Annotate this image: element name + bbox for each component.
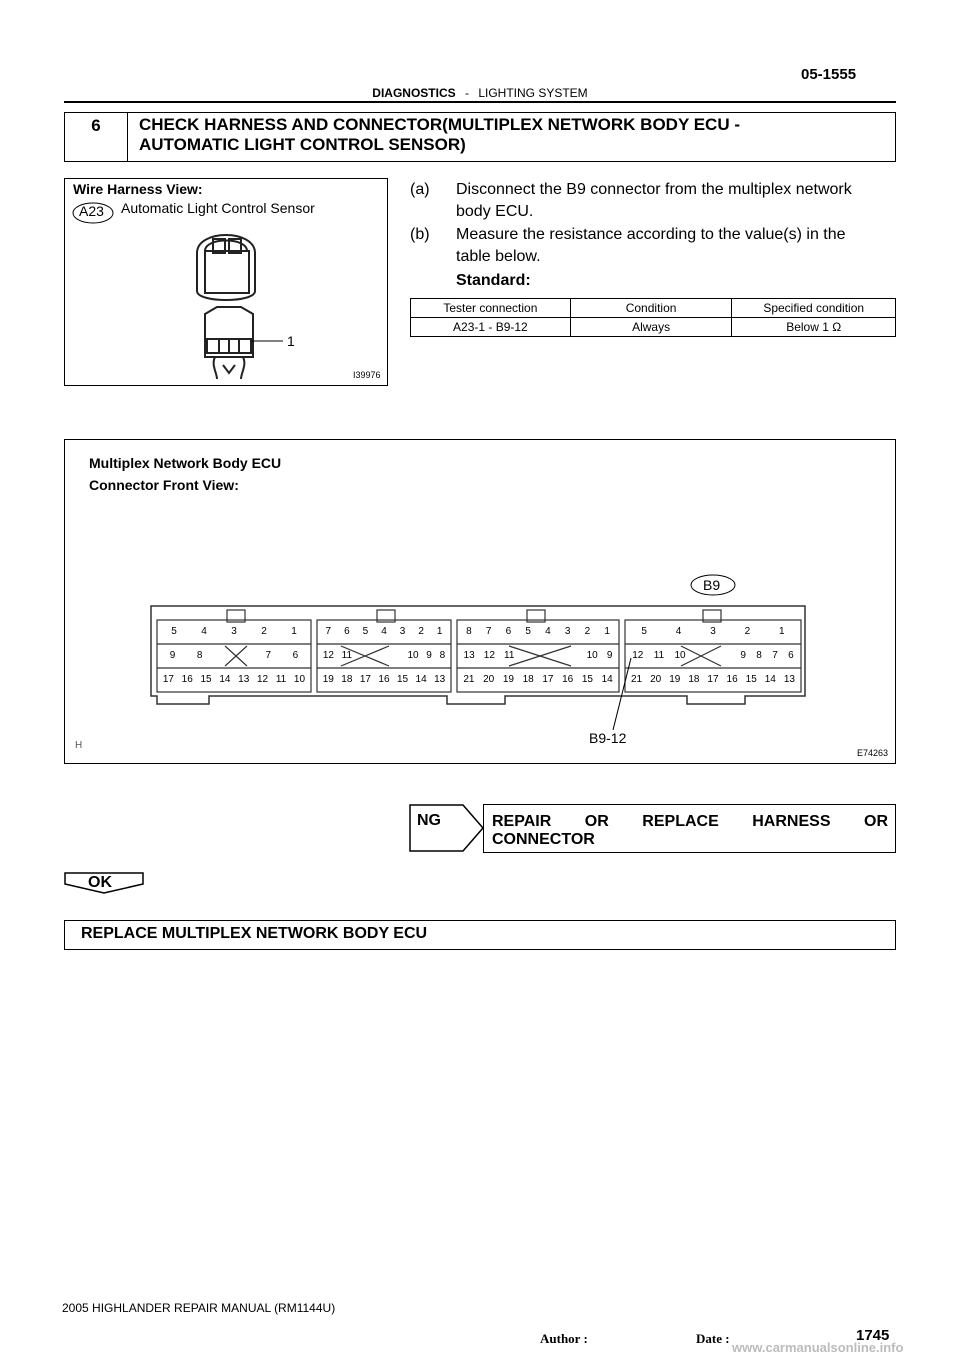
step-number: 6 <box>65 113 128 161</box>
pin-number: 13 <box>434 674 446 685</box>
pin-number: 1 <box>604 626 610 637</box>
pin-number: 19 <box>502 674 514 685</box>
watermark: www.carmanualsonline.info <box>732 1340 904 1355</box>
pin-number: 16 <box>726 674 738 685</box>
ok-label: OK <box>88 874 112 891</box>
footer-author-label: Author : <box>540 1331 588 1346</box>
pin-number: 15 <box>200 674 212 685</box>
pin-number: 14 <box>764 674 776 685</box>
final-action-box <box>64 920 896 950</box>
pin-number: 9 <box>740 650 746 661</box>
spec-header-tester: Tester connection <box>411 299 571 318</box>
pin-number: 4 <box>381 626 387 637</box>
pin-row <box>319 674 449 685</box>
step-title <box>139 115 889 155</box>
pin-number: 3 <box>399 626 406 637</box>
spec-header-specified: Specified condition <box>732 299 896 318</box>
instruction-b-label: (b) <box>410 226 430 243</box>
instruction-b-line2: table below. <box>456 248 541 265</box>
pin-number: 8 <box>466 626 472 637</box>
pin-number: 3 <box>564 626 571 637</box>
pin-number: 11 <box>275 674 287 685</box>
pin-number: 8 <box>756 650 762 661</box>
pin-number: 9 <box>606 650 613 661</box>
pin-number: 7 <box>325 626 332 637</box>
pin-number: 15 <box>745 674 757 685</box>
pin-number: 16 <box>181 674 193 685</box>
pin-number: 8 <box>439 650 446 661</box>
pin-number: 10 <box>293 674 306 685</box>
pin-row <box>319 650 449 661</box>
connector-name: Automatic Light Control Sensor <box>121 200 315 216</box>
step-box <box>64 112 896 162</box>
pin-number: 3 <box>710 626 716 637</box>
instruction-b-line1: Measure the resistance according to the value(s) in the <box>456 226 846 243</box>
pin-number: 7 <box>265 650 272 661</box>
pin-number: 19 <box>669 674 681 685</box>
step-title-line1: CHECK HARNESS AND CONNECTOR(MULTIPLEX NETWORK BODY ECU - <box>139 115 740 134</box>
pin-number: 7 <box>485 626 492 637</box>
ecu-figure-title-line2: Connector Front View: <box>89 477 239 493</box>
pin-number: 14 <box>415 674 427 685</box>
pin-number: 3 <box>231 626 237 637</box>
header-section: DIAGNOSTICS <box>372 86 456 100</box>
instruction-a <box>410 179 896 223</box>
footer-page: 1745 <box>856 1327 890 1344</box>
pin-row <box>159 674 309 685</box>
spec-cell-tester: A23-1 - B9-12 <box>411 318 571 337</box>
pin-row <box>459 626 617 637</box>
ok-tab <box>64 872 144 894</box>
ecu-connector-figure <box>64 439 896 764</box>
page-header <box>0 86 960 100</box>
figure-code-i39976: I39976 <box>353 370 381 380</box>
pin-number: 19 <box>322 674 334 685</box>
pin-callout-b9-12: B9-12 <box>589 730 627 746</box>
pin-row <box>627 650 799 661</box>
pin-number: 6 <box>292 650 299 661</box>
pin-number: 7 <box>772 650 778 661</box>
pin-number: 17 <box>542 674 554 685</box>
header-separator: - <box>464 86 469 100</box>
pin-number: 17 <box>707 674 719 685</box>
pin-number: 13 <box>783 674 795 685</box>
pin-number: 18 <box>341 674 353 685</box>
pin-number: 20 <box>483 674 495 685</box>
pin-number: 6 <box>344 626 350 637</box>
pin-number: 14 <box>219 674 231 685</box>
spec-header-condition: Condition <box>570 299 732 318</box>
ng-label: NG <box>417 812 441 829</box>
pin-number: 18 <box>522 674 534 685</box>
pin-number: 6 <box>505 626 512 637</box>
standard-label: Standard: <box>456 272 531 289</box>
pin-row <box>627 674 799 685</box>
instruction-b <box>410 224 896 268</box>
pin-number: 12 <box>322 650 334 661</box>
instruction-a-label: (a) <box>410 181 430 198</box>
pin-row <box>459 674 617 685</box>
pin-number: 17 <box>162 674 174 685</box>
header-rule <box>64 101 896 103</box>
pin-number: 1 <box>436 626 443 637</box>
pin-number: 11 <box>653 650 665 661</box>
pin-number: 11 <box>341 650 353 661</box>
ng-arrow <box>409 804 485 852</box>
spec-cell-specified: Below 1 Ω <box>732 318 896 337</box>
pin-number: 10 <box>586 650 598 661</box>
pin-number: 13 <box>463 650 475 661</box>
pin-number: 2 <box>418 626 424 637</box>
connector-id-b9: B9 <box>703 577 721 593</box>
footer-date-label: Date : <box>696 1331 730 1346</box>
pin-number: 17 <box>359 674 371 685</box>
pin-row <box>627 626 799 637</box>
pin-number: 10 <box>674 650 686 661</box>
footer-manual: 2005 HIGHLANDER REPAIR MANUAL (RM1144U) <box>62 1301 336 1315</box>
pin-number: 1 <box>291 626 297 637</box>
pin-label-1: 1 <box>287 333 295 349</box>
pin-number: 2 <box>744 626 751 637</box>
pin-number: 16 <box>562 674 574 685</box>
pin-number: 16 <box>378 674 390 685</box>
pin-number: 5 <box>525 626 531 637</box>
pin-number: 9 <box>426 650 432 661</box>
pin-number: 4 <box>545 626 551 637</box>
header-subsection: LIGHTING SYSTEM <box>478 86 588 100</box>
corner-mark: H <box>75 740 83 751</box>
pin-number: 4 <box>675 626 682 637</box>
ng-action-line2: CONNECTOR <box>492 831 595 848</box>
pin-number: 15 <box>396 674 409 685</box>
pin-number: 14 <box>601 674 613 685</box>
pin-number: 5 <box>641 626 647 637</box>
pin-number: 6 <box>788 650 794 661</box>
connector-id-a23: A23 <box>79 203 104 219</box>
pin-row <box>459 650 617 661</box>
pin-number: 1 <box>778 626 785 637</box>
ecu-figure-title-line1: Multiplex Network Body ECU <box>89 455 282 471</box>
spec-table-header-row <box>411 299 896 318</box>
pin-number: 10 <box>407 650 419 661</box>
pin-number: 21 <box>630 674 643 685</box>
wire-harness-title: Wire Harness View: <box>73 181 203 197</box>
page-number: 05-1555 <box>801 66 857 83</box>
ng-action-line1: REPAIR OR REPLACE HARNESS OR <box>492 813 888 830</box>
wire-harness-figure <box>64 178 388 386</box>
figure-code-e74263: E74263 <box>857 748 889 758</box>
ecu-connector-drawing <box>65 440 895 763</box>
pin-number: 5 <box>171 626 177 637</box>
pin-number: 9 <box>169 650 176 661</box>
pin-number: 8 <box>196 650 203 661</box>
pin-number: 4 <box>201 626 207 637</box>
pin-row <box>159 650 309 661</box>
pin-number: 13 <box>238 674 250 685</box>
pin-number: 2 <box>584 626 591 637</box>
pin-number: 15 <box>581 674 593 685</box>
pin-number: 5 <box>362 626 369 637</box>
instruction-a-line2: body ECU. <box>456 203 534 220</box>
pin-row <box>159 626 309 637</box>
pin-number: 12 <box>483 650 495 661</box>
instruction-a-line1: Disconnect the B9 connector from the multiplex network <box>456 181 852 198</box>
pin-number: 21 <box>463 674 475 685</box>
pin-number: 18 <box>688 674 700 685</box>
spec-table <box>410 298 896 337</box>
pin-number: 12 <box>632 650 644 661</box>
step-title-line2: AUTOMATIC LIGHT CONTROL SENSOR) <box>139 135 466 154</box>
pin-number: 11 <box>504 650 515 661</box>
pin-number: 20 <box>650 674 662 685</box>
spec-cell-condition: Always <box>570 318 732 337</box>
final-action-text: REPLACE MULTIPLEX NETWORK BODY ECU <box>81 925 428 942</box>
ng-action-box <box>483 804 896 853</box>
pin-number: 2 <box>261 626 267 637</box>
pin-number: 12 <box>256 674 269 685</box>
table-row <box>411 318 896 337</box>
pin-row <box>319 626 449 637</box>
